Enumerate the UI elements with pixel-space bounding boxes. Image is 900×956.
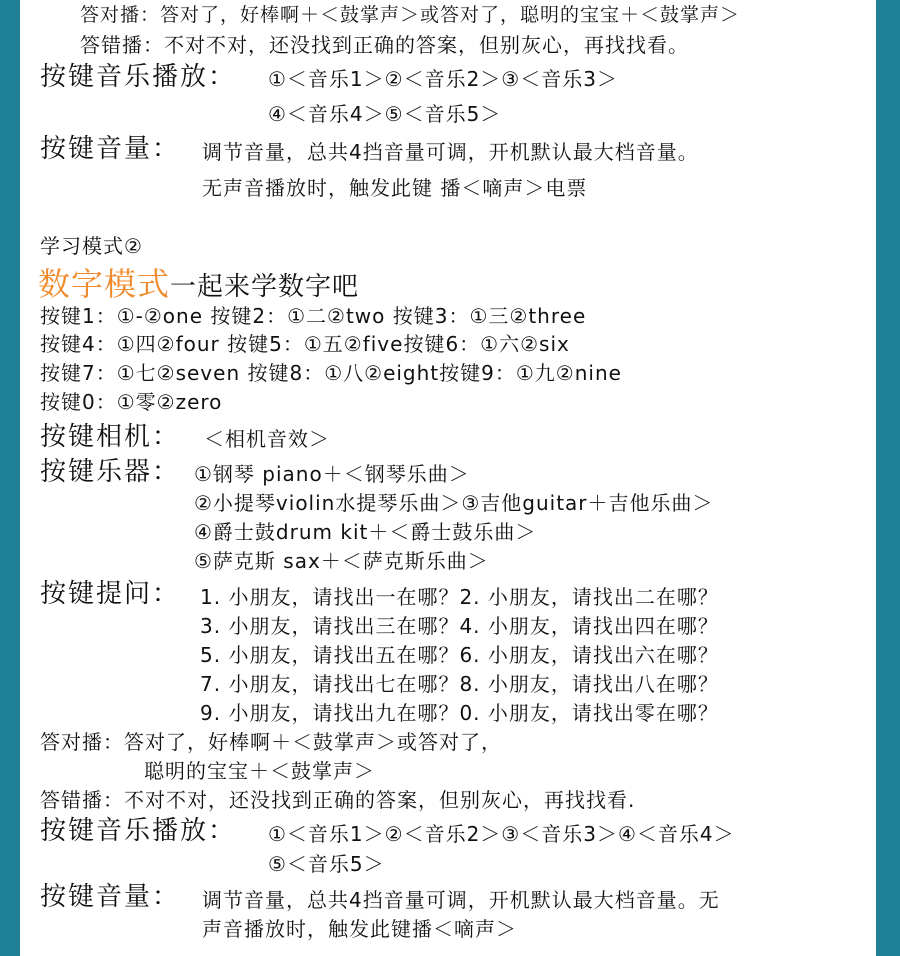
mode1-music-label: 按键音乐播放： xyxy=(40,62,237,92)
camera-text: ＜相机音效＞ xyxy=(204,427,330,451)
question-line: 5. 小朋友，请找出五在哪？6. 小朋友，请找出六在哪？ xyxy=(200,643,719,667)
question-line: 3. 小朋友，请找出三在哪？4. 小朋友，请找出四在哪？ xyxy=(200,614,719,638)
mode2-volume-line1: 调节音量，总共4挡音量可调，开机默认最大档音量。无 xyxy=(202,888,720,912)
digit-line: 按键4：①四②four 按键5：①五②five按键6：①六②six xyxy=(40,332,570,356)
mode2-volume-line2: 声音播放时，触发此键播＜嘀声＞ xyxy=(202,917,517,941)
question-line: 1. 小朋友，请找出一在哪？2. 小朋友，请找出二在哪？ xyxy=(200,585,719,609)
mode1-volume-label: 按键音量： xyxy=(40,134,181,164)
mode2-correct-line1: 答对播：答对了，好棒啊＋＜鼓掌声＞或答对了， xyxy=(40,730,502,754)
instrument-label: 按键乐器： xyxy=(40,457,181,487)
mode2-volume-label: 按键音量： xyxy=(40,882,181,912)
mode1-music-line1: ①＜音乐1＞②＜音乐2＞③＜音乐3＞ xyxy=(268,67,618,91)
mode1-music-line2: ④＜音乐4＞⑤＜音乐5＞ xyxy=(268,102,502,126)
digit-line: 按键1：①-②one 按键2：①二②two 按键3：①三②three xyxy=(40,304,587,328)
instrument-line: ④爵士鼓drum kit＋＜爵士鼓乐曲＞ xyxy=(194,520,537,544)
mode2-music-line1: ①＜音乐1＞②＜音乐2＞③＜音乐3＞④＜音乐4＞ xyxy=(268,822,735,846)
instrument-line: ②小提琴violin水提琴乐曲＞③吉他guitar＋吉他乐曲＞ xyxy=(194,491,714,515)
mode-title-orange: 数字模式 xyxy=(38,265,171,303)
digit-line: 按键7：①七②seven 按键8：①八②eight按键9：①九②nine xyxy=(40,361,622,385)
mode1-wrong-text: 答错播：不对不对，还没找到正确的答案，但别灰心，再找找看。 xyxy=(80,33,689,57)
camera-label: 按键相机： xyxy=(40,422,181,452)
mode-title-rest: 一起来学数字吧 xyxy=(170,272,360,302)
mode1-volume-line2: 无声音播放时，触发此键 播＜嘀声＞电票 xyxy=(202,176,588,200)
mode2-music-line2: ⑤＜音乐5＞ xyxy=(268,852,385,876)
instrument-line: ①钢琴 piano＋＜钢琴乐曲＞ xyxy=(194,462,470,486)
mode2-wrong-text: 答错播：不对不对，还没找到正确的答案，但别灰心，再找找看. xyxy=(40,788,636,812)
mode-title xyxy=(38,266,359,306)
document-page xyxy=(20,0,876,956)
mode2-correct-line2: 聪明的宝宝＋＜鼓掌声＞ xyxy=(144,759,375,783)
section-title: 学习模式② xyxy=(40,234,143,258)
digit-line: 按键0：①零②zero xyxy=(40,390,223,414)
instrument-line: ⑤萨克斯 sax＋＜萨克斯乐曲＞ xyxy=(194,549,489,573)
question-line: 9. 小朋友，请找出九在哪？0. 小朋友，请找出零在哪？ xyxy=(200,701,719,725)
mode2-music-label: 按键音乐播放： xyxy=(40,816,237,846)
question-line: 7. 小朋友，请找出七在哪？8. 小朋友，请找出八在哪？ xyxy=(200,672,719,696)
mode1-correct-text: 答对播：答对了，好棒啊＋＜鼓掌声＞或答对了，聪明的宝宝＋＜鼓掌声＞ xyxy=(80,4,741,26)
question-label: 按键提问： xyxy=(40,579,181,609)
mode1-volume-line1: 调节音量，总共4挡音量可调，开机默认最大档音量。 xyxy=(202,140,699,164)
